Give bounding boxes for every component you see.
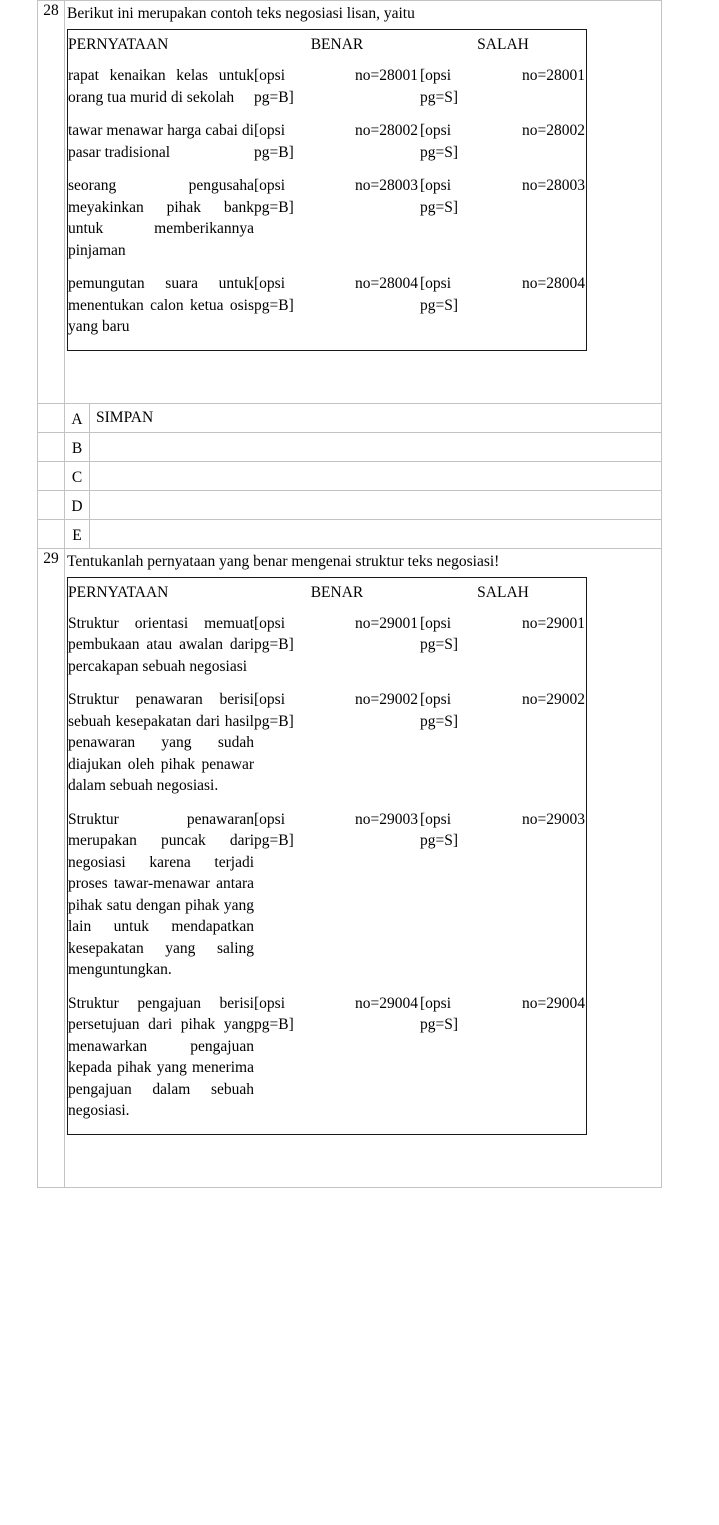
opsi-pg-tag: pg=S] — [420, 832, 459, 849]
option-benar[interactable] — [254, 120, 420, 175]
question-row-28 — [38, 1, 662, 404]
opsi-pg-tag: pg=B] — [254, 198, 294, 216]
opsi-no-tag: no=29001 — [522, 614, 585, 632]
opsi-pg-tag: pg=S] — [420, 198, 459, 216]
answer-body-b — [65, 432, 662, 461]
opsi-pg-tag: pg=S] — [420, 88, 459, 106]
opsi-no-tag: no=29004 — [522, 994, 585, 1012]
opsi-open-tag: [opsi — [420, 994, 451, 1012]
opsi-open-tag: [opsi — [254, 614, 285, 632]
opsi-no-tag: no=28001 — [355, 67, 418, 84]
option-benar[interactable] — [254, 273, 420, 350]
statement-table-28 — [67, 29, 587, 351]
opsi-pg-tag: pg=B] — [254, 88, 294, 106]
answer-body-e — [65, 519, 662, 548]
answer-letter-d: D — [65, 491, 90, 519]
opsi-open-tag: [opsi — [254, 122, 285, 139]
question-body-29 — [65, 548, 662, 1187]
answer-letter-c: C — [65, 462, 90, 490]
answer-row-b — [38, 432, 662, 461]
opsi-open-tag: [opsi — [254, 994, 285, 1012]
answer-row-c — [38, 461, 662, 490]
empty-number-cell — [38, 461, 65, 490]
option-salah[interactable] — [420, 65, 587, 120]
opsi-open-tag: [opsi — [254, 275, 285, 292]
statement-text: Struktur penawaran berisi sebuah kesepakatan dari hasil penawaran yang sudah diajukan oleh pihak penawar dalam sebuah negosiasi. — [68, 691, 254, 794]
answer-letter-a: A — [65, 404, 90, 432]
opsi-no-tag: no=29003 — [522, 810, 585, 828]
opsi-no-tag: no=29004 — [355, 994, 418, 1012]
opsi-pg-tag: pg=B] — [254, 296, 294, 314]
option-salah[interactable] — [420, 613, 587, 690]
opsi-open-tag: [opsi — [254, 177, 285, 194]
option-salah[interactable] — [420, 273, 587, 350]
opsi-pg-tag: pg=B] — [254, 1016, 294, 1033]
statement-text: Struktur orientasi memuat pembukaan atau awalan dari percakapan sebuah negosiasi — [68, 614, 254, 675]
cell-bottom-spacer — [65, 351, 661, 403]
opsi-open-tag: [opsi — [420, 810, 451, 828]
question-number-28: 28 — [38, 1, 65, 404]
statement-text: seorang pengusaha meyakinkan pihak bank untuk memberikannya pinjaman — [68, 177, 254, 259]
empty-number-cell — [38, 490, 65, 519]
opsi-pg-tag: pg=B] — [254, 143, 294, 161]
cell-bottom-spacer — [65, 1135, 661, 1187]
empty-number-cell — [38, 519, 65, 548]
question-stem-28: Berikut ini merupakan contoh teks negosiasi lisan, yaitu — [67, 5, 415, 22]
opsi-no-tag: no=28004 — [355, 275, 418, 292]
opsi-pg-tag: pg=S] — [420, 143, 459, 161]
option-salah[interactable] — [420, 689, 587, 809]
answer-row-d — [38, 490, 662, 519]
question-stem-29: Tentukanlah pernyataan yang benar mengenai struktur teks negosiasi! — [67, 552, 500, 570]
opsi-no-tag: no=28001 — [522, 67, 585, 84]
statement-text: Struktur pengajuan berisi persetujuan dari pihak yang menawarkan pengajuan kepada pihak yang menerima pengajuan dalam sebuah negosiasi. — [68, 994, 254, 1119]
header-pernyataan: PERNYATAAN — [68, 36, 169, 53]
answer-text-a[interactable]: SIMPAN — [96, 408, 154, 426]
opsi-no-tag: no=28002 — [355, 122, 418, 139]
empty-number-cell — [38, 432, 65, 461]
opsi-no-tag: no=29002 — [522, 691, 585, 708]
answer-text-b[interactable] — [90, 433, 662, 461]
option-benar[interactable] — [254, 175, 420, 273]
opsi-pg-tag: pg=S] — [420, 296, 459, 314]
opsi-pg-tag: pg=S] — [420, 1016, 459, 1033]
option-benar[interactable] — [254, 613, 420, 690]
opsi-pg-tag: pg=B] — [254, 636, 294, 653]
question-row-29 — [38, 548, 662, 1187]
opsi-no-tag: no=29003 — [355, 810, 418, 828]
answer-letter-b: B — [65, 433, 90, 461]
option-salah[interactable] — [420, 809, 587, 993]
statement-text: tawar menawar harga cabai di pasar tradisional — [68, 122, 254, 161]
statement-row — [68, 273, 587, 350]
statement-row — [68, 993, 587, 1135]
answer-body-c — [65, 461, 662, 490]
statement-row — [68, 65, 587, 120]
header-salah: SALAH — [477, 36, 529, 53]
statement-table-29 — [67, 577, 587, 1135]
answer-text-d[interactable] — [90, 491, 662, 519]
statement-text: pemungutan suara untuk menentukan calon ketua osis yang baru — [68, 275, 254, 335]
statement-row — [68, 689, 587, 809]
answer-text-c[interactable] — [90, 462, 662, 490]
answer-body-a — [65, 403, 662, 432]
statement-header-row — [68, 577, 587, 613]
opsi-no-tag: no=28004 — [522, 275, 585, 292]
opsi-no-tag: no=28002 — [522, 122, 585, 139]
header-pernyataan: PERNYATAAN — [68, 583, 169, 601]
statement-text: rapat kenaikan kelas untuk orang tua murid di sekolah — [68, 67, 254, 106]
opsi-open-tag: [opsi — [420, 67, 451, 84]
opsi-pg-tag: pg=S] — [420, 712, 459, 730]
opsi-open-tag: [opsi — [254, 691, 285, 708]
option-salah[interactable] — [420, 175, 587, 273]
opsi-no-tag: no=29001 — [355, 614, 418, 632]
answer-text-e[interactable] — [90, 520, 662, 548]
statement-row — [68, 175, 587, 273]
statement-row — [68, 809, 587, 993]
opsi-open-tag: [opsi — [420, 177, 451, 194]
option-salah[interactable] — [420, 993, 587, 1135]
opsi-no-tag: no=29002 — [355, 691, 418, 708]
opsi-pg-tag: pg=B] — [254, 712, 294, 730]
answer-row-a — [38, 403, 662, 432]
opsi-open-tag: [opsi — [420, 122, 451, 139]
opsi-pg-tag: pg=B] — [254, 832, 294, 849]
statement-row — [68, 120, 587, 175]
quiz-table — [37, 0, 662, 1188]
empty-number-cell — [38, 403, 65, 432]
question-body-28 — [65, 1, 662, 404]
option-benar[interactable] — [254, 809, 420, 993]
opsi-open-tag: [opsi — [254, 67, 285, 84]
statement-header-row — [68, 30, 587, 66]
option-benar[interactable] — [254, 993, 420, 1135]
opsi-open-tag: [opsi — [420, 691, 451, 708]
option-benar[interactable] — [254, 689, 420, 809]
question-number-29: 29 — [38, 548, 65, 1187]
option-benar[interactable] — [254, 65, 420, 120]
answer-letter-e: E — [65, 520, 90, 548]
answer-body-d — [65, 490, 662, 519]
header-benar: BENAR — [310, 583, 364, 601]
opsi-no-tag: no=28003 — [355, 177, 418, 194]
header-benar: BENAR — [310, 36, 364, 53]
opsi-open-tag: [opsi — [420, 275, 451, 292]
statement-text: Struktur penawaran merupakan puncak dari negosiasi karena terjadi proses tawar-menawar antara pihak satu dengan pihak yang lain untuk mendapatkan kesepakatan yang saling menguntungkan. — [68, 810, 254, 978]
opsi-pg-tag: pg=S] — [420, 636, 459, 653]
statement-row — [68, 613, 587, 690]
answer-row-e — [38, 519, 662, 548]
option-salah[interactable] — [420, 120, 587, 175]
opsi-open-tag: [opsi — [420, 614, 451, 632]
opsi-no-tag: no=28003 — [522, 177, 585, 194]
header-salah: SALAH — [477, 583, 529, 601]
opsi-open-tag: [opsi — [254, 810, 285, 828]
